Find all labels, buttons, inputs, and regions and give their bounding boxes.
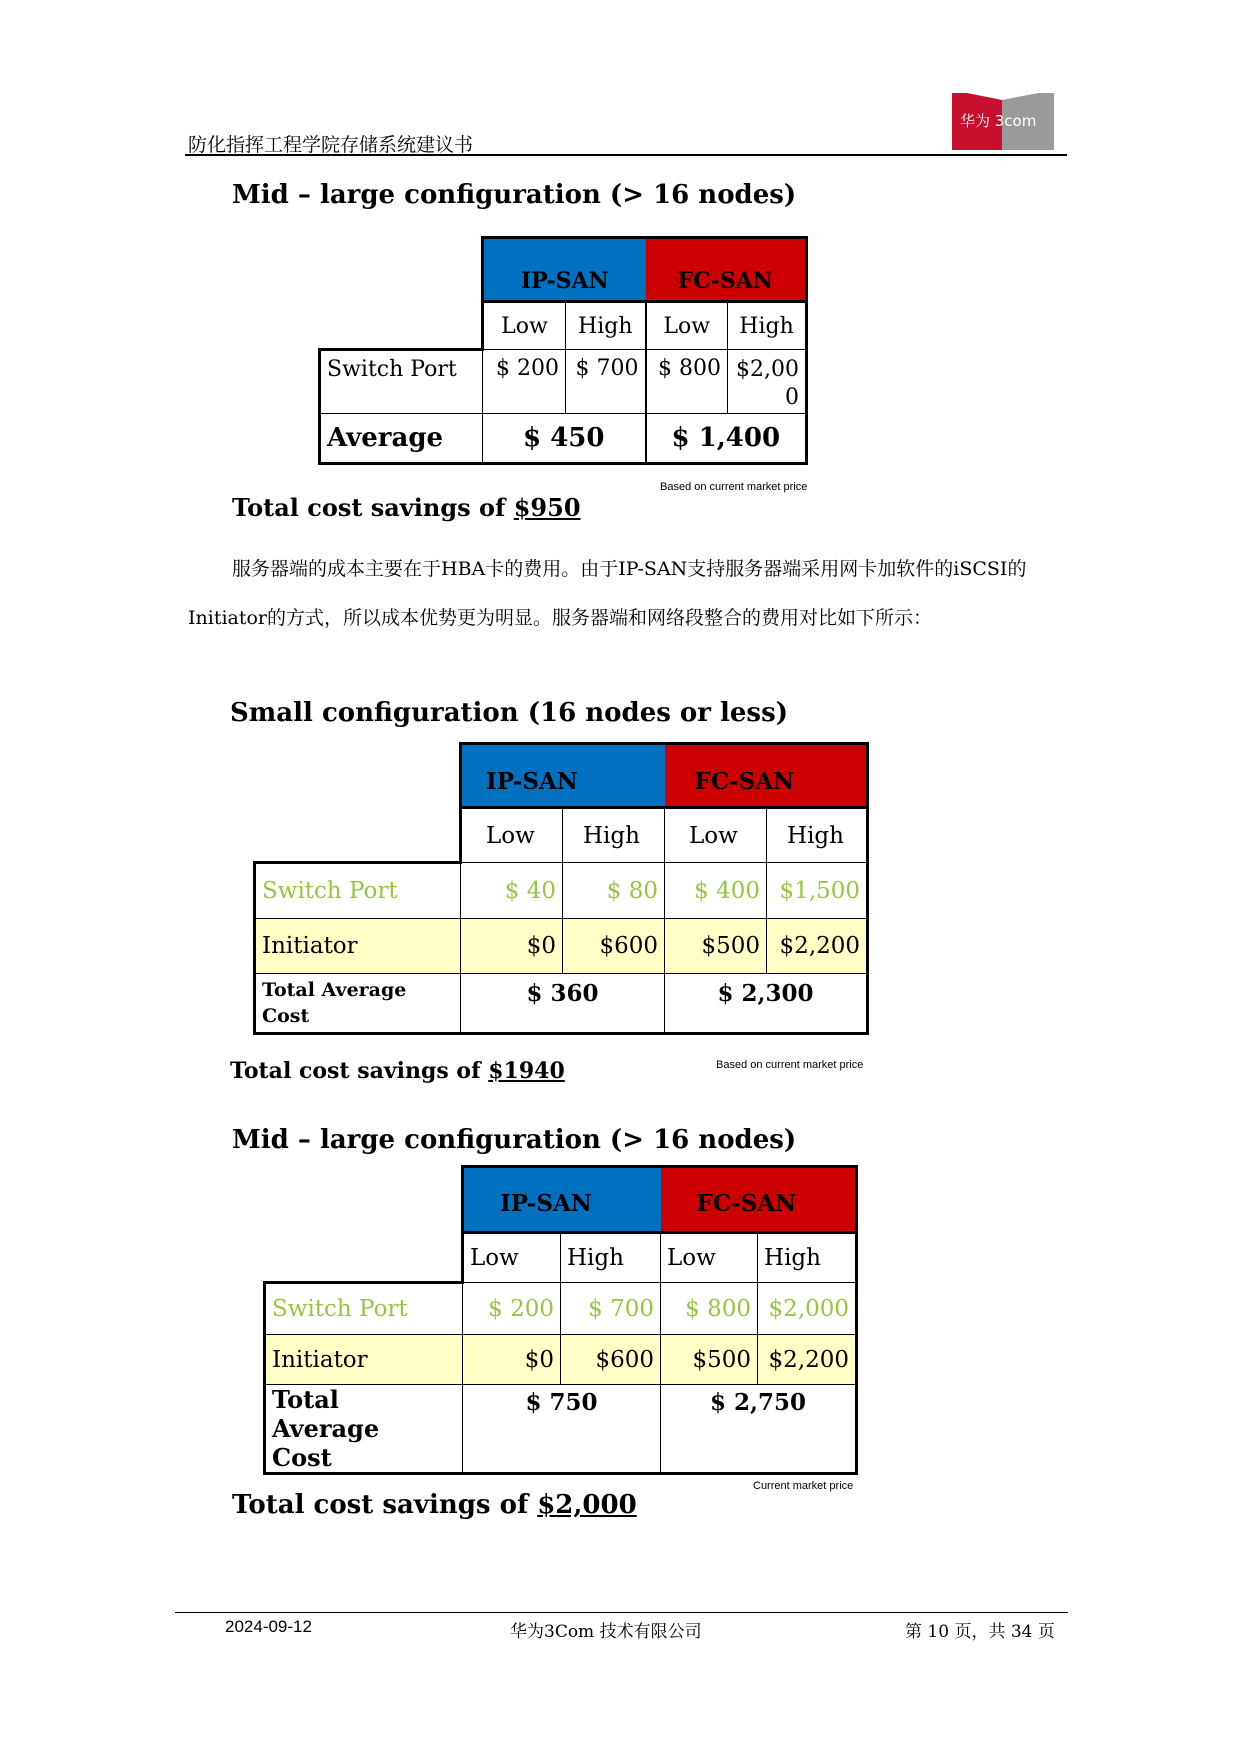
savings-label: Total cost savings of [230,1058,481,1084]
switch-port-ip-low: $ 200 [483,350,566,414]
fc-san-header: FC-SAN [646,238,807,302]
row-label-average: Average [320,414,483,464]
row-label-total-average-cost: Total Average Cost [255,974,461,1034]
fc-san-header: FC-SAN [661,1167,857,1233]
savings-label: Total cost savings of [232,1490,529,1520]
table-corner [255,808,461,863]
initiator-fc-low: $500 [665,919,767,974]
table-corner [265,1167,463,1233]
col-fc-low: Low [646,302,728,350]
ip-san-header: IP-SAN [463,1167,661,1233]
row-label-switch-port: Switch Port [255,863,461,919]
section1-table [318,236,808,465]
switch-port-fc-high: $2,000 [728,350,807,414]
footer-rule [175,1612,1068,1613]
savings-amount: $2,000 [537,1490,637,1520]
row-label-total-average-cost: Total Average Cost [265,1385,463,1474]
logo-text: 华为 3com [960,112,1037,130]
section2-table [253,742,869,1035]
ip-san-header: IP-SAN [461,744,665,808]
col-fc-high: High [767,808,868,863]
initiator-ip-low: $0 [463,1335,561,1385]
fc-san-header: FC-SAN [665,744,868,808]
col-ip-low: Low [461,808,563,863]
initiator-fc-high: $2,200 [758,1335,857,1385]
footer-page-number: 第 10 页，共 34 页 [905,1622,1055,1642]
table-corner [320,238,483,302]
initiator-ip-high: $600 [563,919,665,974]
switch-port-ip-high: $ 80 [563,863,665,919]
switch-port-ip-low: $ 40 [461,863,563,919]
table-corner [320,302,483,350]
switch-port-fc-high: $1,500 [767,863,868,919]
footer-company: 华为3Com 技术有限公司 [510,1622,702,1642]
body-paragraph [188,545,1068,643]
section3-table [263,1165,858,1475]
section1-savings [232,493,581,522]
col-ip-high: High [561,1233,661,1283]
document-title: 防化指挥工程学院存储系统建议书 [188,134,474,156]
col-fc-high: High [728,302,807,350]
table-corner [255,744,461,808]
savings-label: Total cost savings of [232,493,506,522]
switch-port-fc-low: $ 800 [646,350,728,414]
section3-savings [232,1490,637,1520]
switch-port-ip-high: $ 700 [561,1283,661,1335]
switch-port-ip-high: $ 700 [566,350,646,414]
section3-heading: Mid – large configuration (> 16 nodes) [232,1125,797,1155]
market-price-note: Current market price [753,1480,854,1492]
col-ip-high: High [566,302,646,350]
col-fc-high: High [758,1233,857,1283]
huawei-3com-logo [952,90,1054,150]
header-rule [185,154,1067,156]
savings-amount: $950 [513,493,581,522]
section1-heading: Mid – large configuration (> 16 nodes) [232,180,797,210]
col-ip-low: Low [483,302,566,350]
initiator-fc-high: $2,200 [767,919,868,974]
switch-port-fc-low: $ 400 [665,863,767,919]
average-fc-san: $ 1,400 [646,414,807,464]
col-fc-low: Low [665,808,767,863]
row-label-initiator: Initiator [265,1335,463,1385]
row-label-initiator: Initiator [255,919,461,974]
section2-heading: Small configuration (16 nodes or less) [230,698,789,728]
row-label-switch-port: Switch Port [320,350,483,414]
ip-san-header: IP-SAN [483,238,646,302]
switch-port-ip-low: $ 200 [463,1283,561,1335]
savings-amount: $1940 [488,1058,565,1084]
table-corner [265,1233,463,1283]
footer-date: 2024-09-12 [225,1617,312,1636]
market-price-note: Based on current market price [716,1059,864,1071]
average-ip-san: $ 450 [483,414,646,464]
col-ip-high: High [563,808,665,863]
market-price-note: Based on current market price [660,481,808,493]
initiator-ip-low: $0 [461,919,563,974]
total-fc-san: $ 2,300 [665,974,868,1034]
paragraph-text: 服务器端的成本主要在于HBA卡的费用。由于IP-SAN支持服务器端采用网卡加软件的iSCSI的Initiator的方式，所以成本优势更为明显。服务器端和网络段整合的费用对比如下所示： [188,558,1027,629]
section2-savings [230,1058,565,1084]
switch-port-fc-low: $ 800 [661,1283,758,1335]
switch-port-fc-high: $2,000 [758,1283,857,1335]
row-label-switch-port: Switch Port [265,1283,463,1335]
initiator-fc-low: $500 [661,1335,758,1385]
col-ip-low: Low [463,1233,561,1283]
initiator-ip-high: $600 [561,1335,661,1385]
total-ip-san: $ 750 [463,1385,661,1474]
total-fc-san: $ 2,750 [661,1385,857,1474]
total-ip-san: $ 360 [461,974,665,1034]
col-fc-low: Low [661,1233,758,1283]
